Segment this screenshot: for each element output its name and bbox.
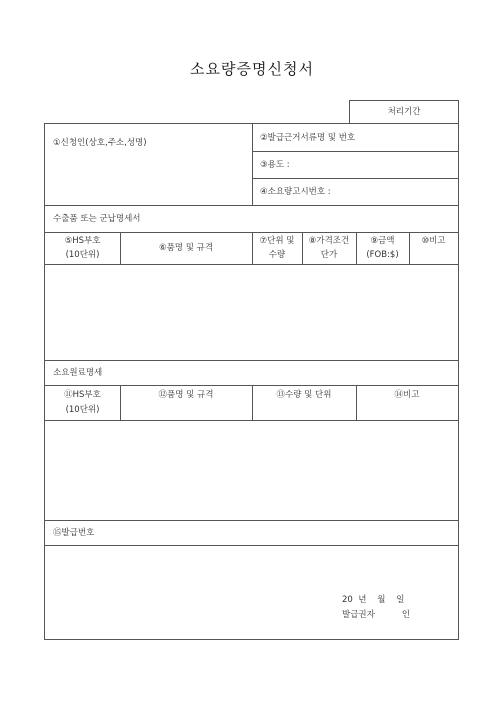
unit-qty-header: ⑦단위 및 [259,236,295,246]
processing-period-label: 처리기간 [387,107,421,117]
material-hs-code-subheader: (10단위) [65,405,100,415]
issue-number-label: ⑮발급번호 [53,528,95,538]
price-term-subheader: 단가 [320,250,338,260]
row-divider [45,205,458,206]
row-divider [253,151,458,152]
row-divider [253,178,458,179]
row-divider [45,545,458,546]
amount-subheader: (FOB:$) [366,250,399,260]
row-divider [45,360,458,361]
hs-code-subheader: (10단위) [65,250,100,260]
material-hs-code-header: ⑪HS부호 [64,390,101,400]
hs-code-header: ⑤HS부호 [64,236,101,246]
unit-qty-subheader: 수량 [268,250,286,260]
amount-header: ⑨금액 [370,236,395,246]
processing-period-box [349,100,459,124]
usage-label: ③용도 : [260,160,290,170]
applicant-divider [252,124,253,206]
row-divider [45,520,458,521]
applicant-label: ①신청인(상호,주소,성명) [53,138,147,148]
remarks-header: ⑩비고 [421,236,446,246]
export-section-heading: 수출품 또는 군납명세서 [53,214,141,224]
material-item-spec-header: ⑫품명 및 규격 [158,390,214,400]
issue-date-line: 20 년 월 일 [342,595,405,605]
price-term-header: ⑧가격조건 [308,236,350,246]
notice-number-label: ④소요량고시번호 : [260,187,331,197]
material-qty-unit-header: ⑬수량 및 단위 [276,390,332,400]
row-divider [45,264,458,265]
basis-document-label: ②발급근거서류명 및 번호 [260,133,356,143]
page-title: 소요량증명신청서 [190,60,314,78]
material-remarks-header: ⑭비고 [394,390,420,400]
material-section-heading: 소요원료명세 [53,368,103,378]
row-divider [45,420,458,421]
item-spec-header: ⑥품명 및 규격 [158,243,214,253]
issuer-line: 발급권자 인 [342,610,411,620]
